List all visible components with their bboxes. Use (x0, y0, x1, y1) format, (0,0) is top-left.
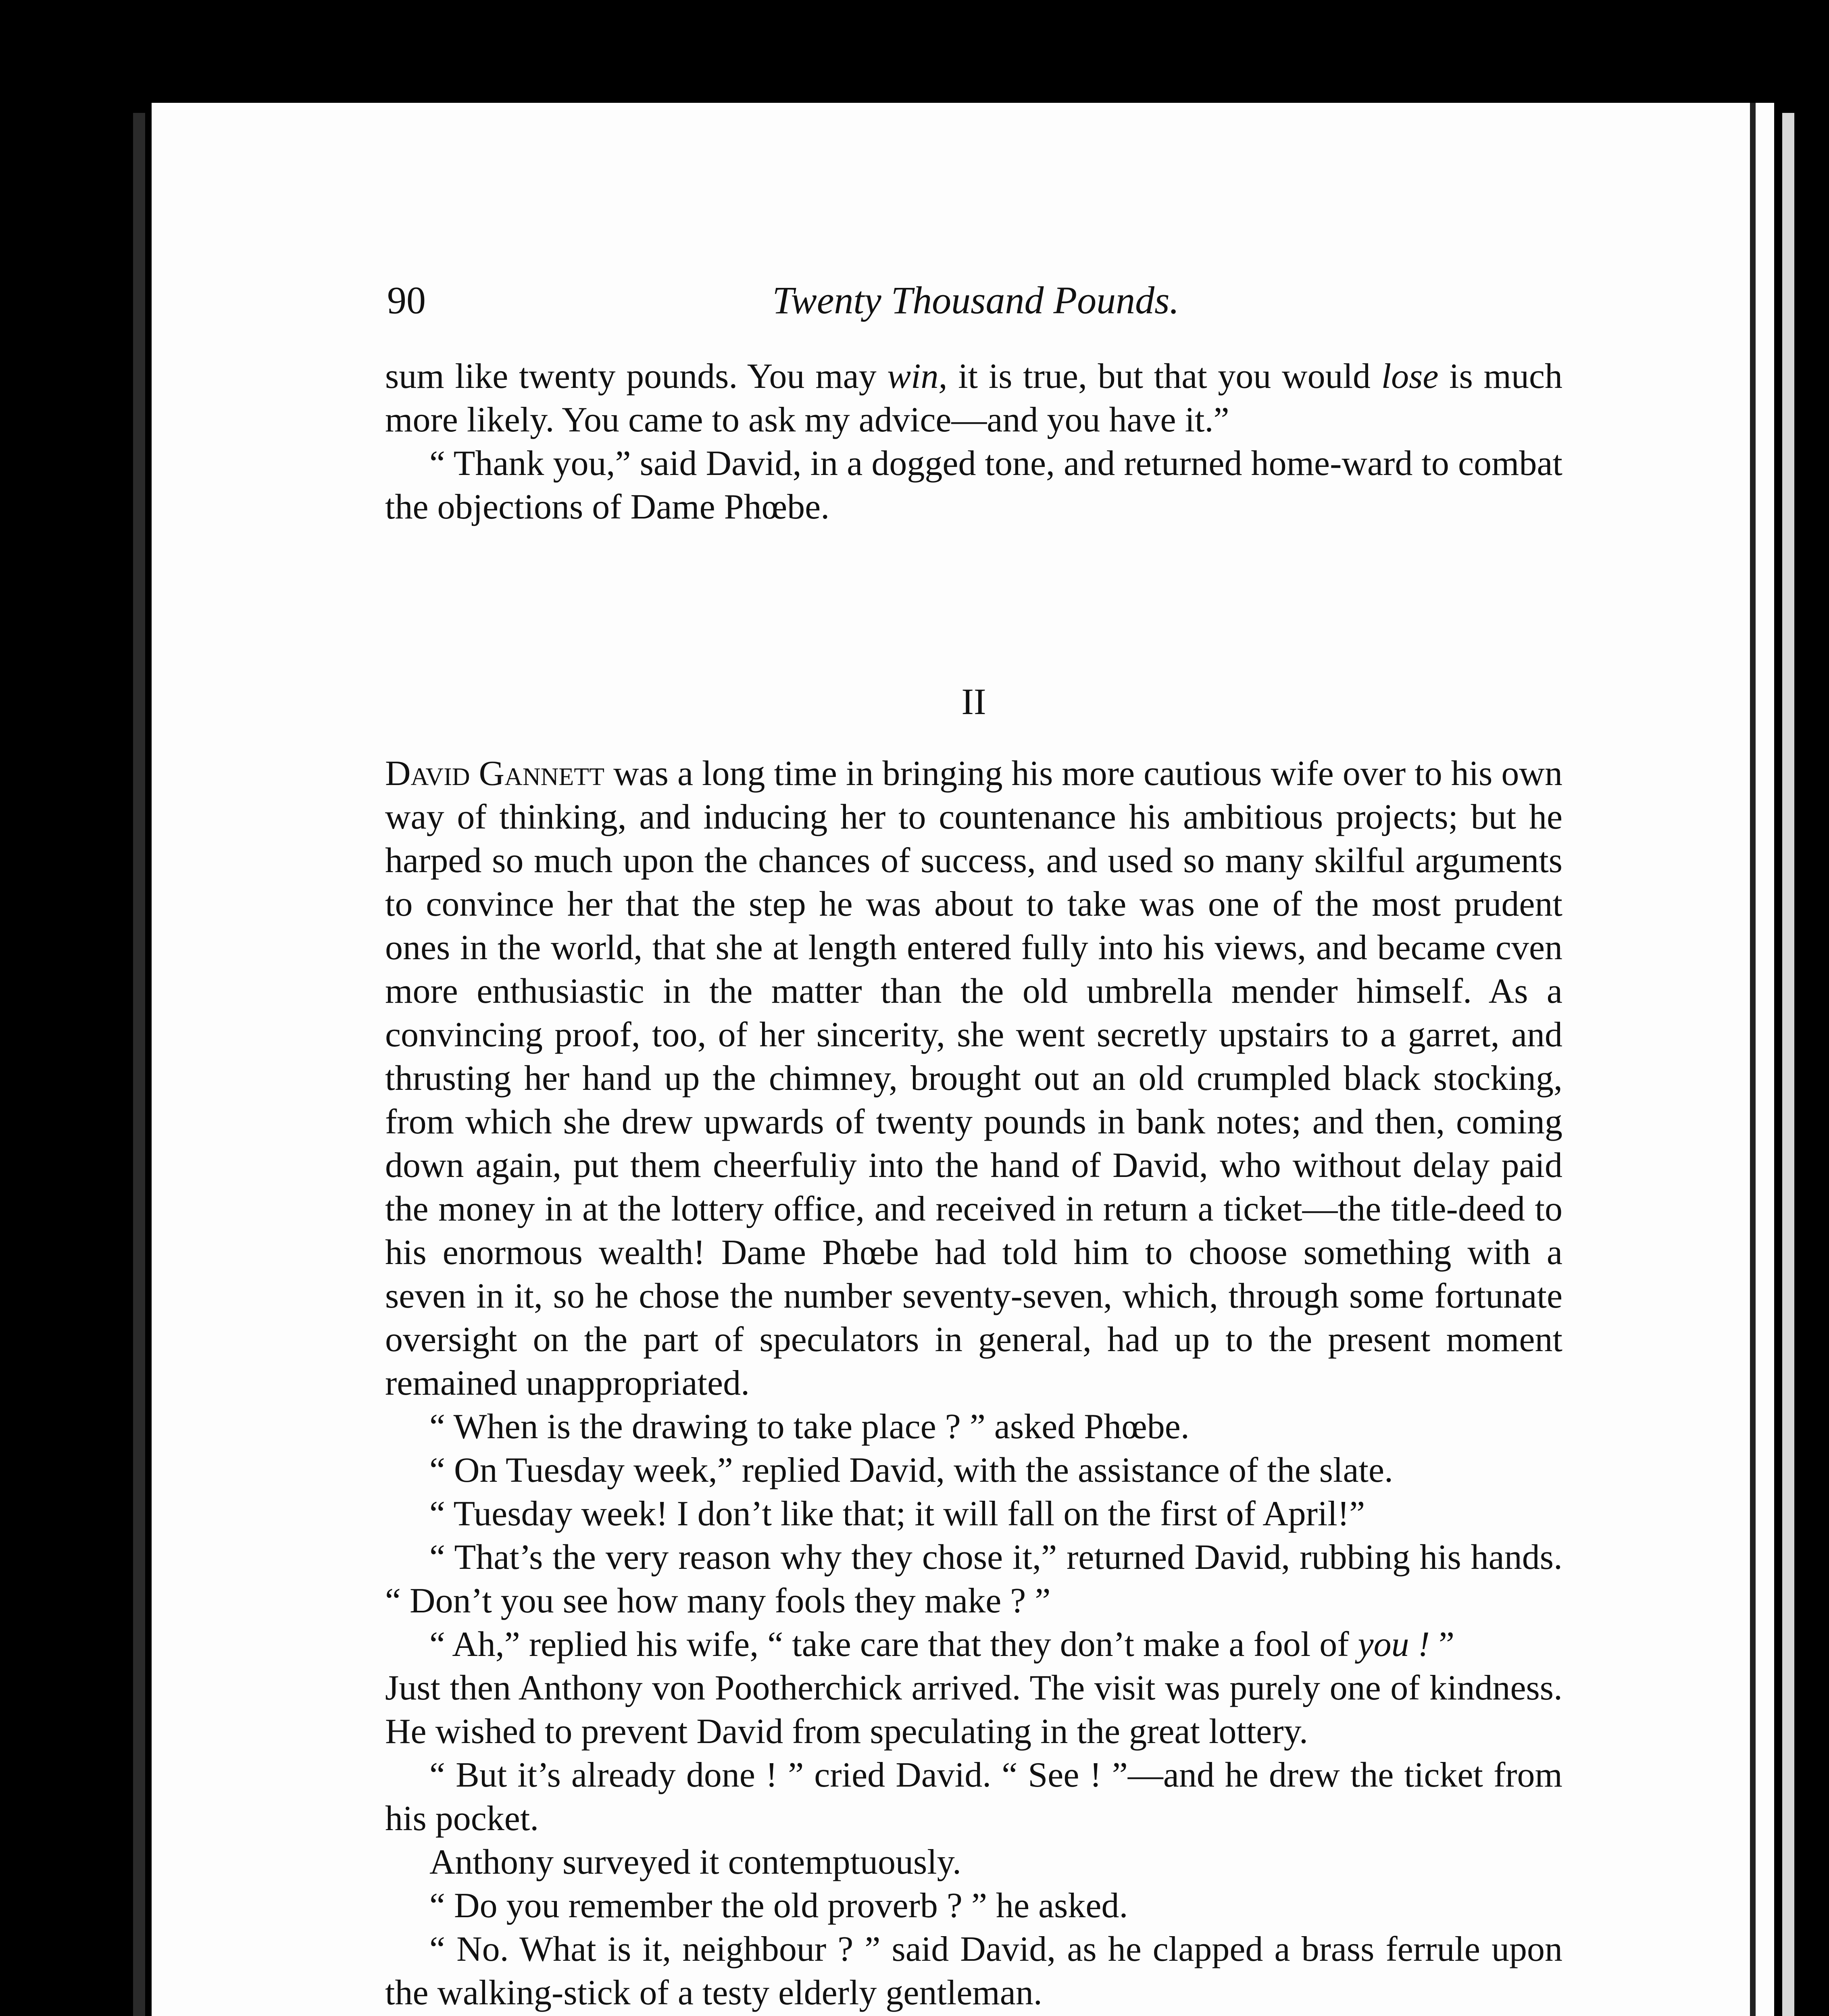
italic-word-you: you ! (1358, 1625, 1430, 1664)
paragraph: “ Thank you,” said David, in a dogged tone, and returned home-ward to combat the objections of Dame Phœbe. (385, 444, 1562, 527)
paragraph: “ When is the drawing to take place ? ” asked Phœbe. (429, 1407, 1189, 1446)
italic-word-win: win, (887, 357, 948, 396)
italic-word-lose: lose (1381, 357, 1439, 396)
next-page-edge (1750, 103, 1774, 2016)
page-header (387, 274, 1564, 327)
character-name-small-caps: David Gannett (385, 754, 605, 793)
paragraph (385, 752, 1562, 1405)
text-run: it is true, but that you would (947, 357, 1381, 396)
paragraph (385, 355, 1562, 442)
paragraph: Just then Anthony von Pootherchick arrived. The visit was purely one of kindness. He wished to prevent David from speculating in the great lottery. (385, 1668, 1562, 1751)
paragraph: “ Do you remember the old proverb ? ” he asked. (429, 1886, 1128, 1925)
paragraph: “ Tuesday week! I don’t like that; it will fall on the first of April!” (429, 1494, 1365, 1533)
top-text-block (385, 355, 1562, 529)
text-run: was a long time in bringing his more cautious wife over to his own way of thinking, and inducing her to countenance his ambitious projects; but he harped so much upon the chances of success, and used so many skilful arguments to convince her that the step he was about to take was one of the most prudent ones in the world, that she at length entered fully into his views, and became cven more enthusiastic in the matter than the old umbrella mender himself. As a convincing proof, too, of her sincerity, she went secretly upstairs to a garret, and thrusting her hand up the chimney, brought out an old crumpled black stocking, from which she drew upwards of twenty pounds in bank notes; and then, coming down again, put them cheerfuliy into the hand of David, who without delay paid the money in at the lottery office, and received in return a ticket—the title-deed to his enormous wealth! Dame Phœbe had told him to choose something with a seven in it, so he chose the number seventy-seven, which, through some fortunate oversight on the part of speculators in general, had up to the present moment remained unappropriated. (385, 754, 1562, 1403)
paragraph: “ On Tuesday week,” replied David, with the assistance of the slate. (429, 1451, 1394, 1490)
paragraph: “ But it’s already done ! ” cried David. “ See ! ”—and he drew the ticket from his pocket. (385, 1756, 1562, 1838)
paragraph: Anthony surveyed it contemptuously. (429, 1843, 962, 1882)
text-run: “ Ah,” replied his wife, “ take care that they don’t make a fool of (429, 1625, 1358, 1664)
page-stack-edge (1782, 113, 1794, 2016)
text-run: ” (1429, 1625, 1455, 1664)
text-run: sum like twenty pounds. You may (385, 357, 887, 396)
running-head: Twenty Thousand Pounds. (772, 279, 1179, 322)
book-spine-edge (133, 113, 145, 2016)
paragraph: “ No. What is it, neighbour ? ” said David, as he clapped a brass ferrule upon the walking-stick of a testy elderly gentleman. (385, 1930, 1562, 2012)
text-run: is much more likely. You came to ask my advice—and you have it.” (385, 357, 1563, 439)
page-number: 90 (387, 279, 426, 322)
paragraph (385, 1623, 1562, 1666)
paragraph: “ That’s the very reason why they chose it,” returned David, rubbing his hands. “ Don’t you see how many fools they make ? ” (385, 1538, 1562, 1620)
main-text-block (385, 752, 1562, 2016)
section-number: II (961, 681, 986, 722)
